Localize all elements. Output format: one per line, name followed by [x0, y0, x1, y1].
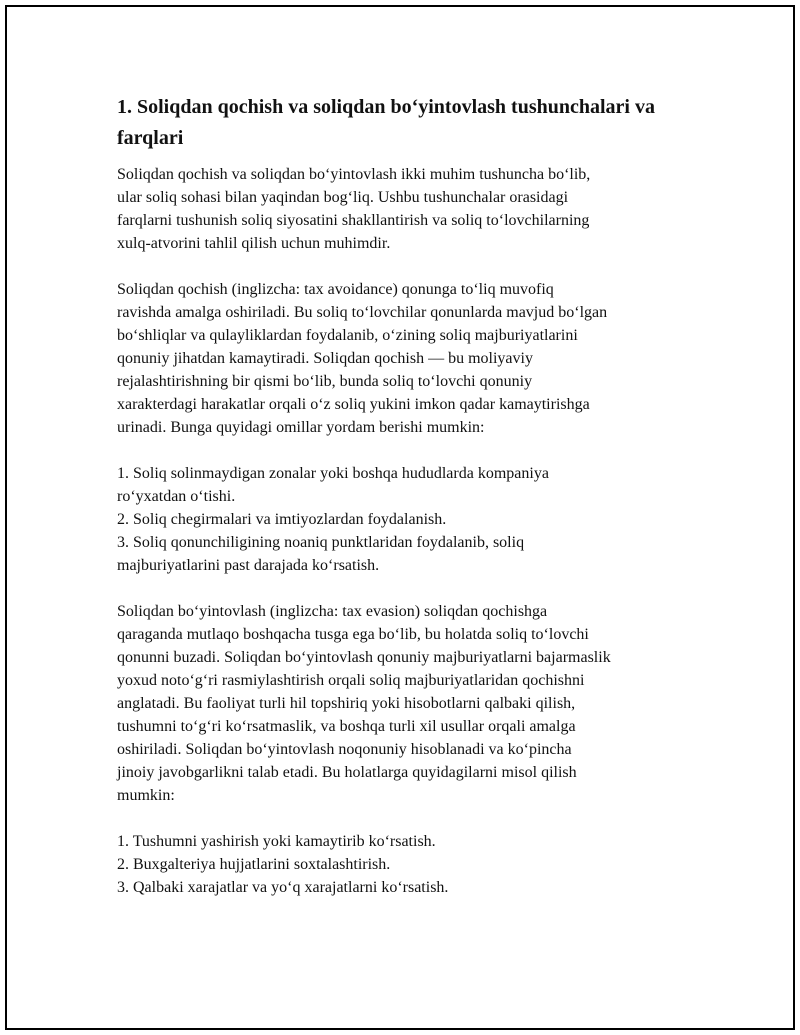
tax-evasion-list: [117, 830, 697, 899]
tax-avoidance-paragraph: Soliqdan qochish (inglizcha: tax avoidance) qonunga to‘liq muvofiq ravishda amalga oshiriladi. Bu soliq to‘lovchilar qonunlarda mavjud bo‘lgan bo‘shliqlar va qulayliklardan foydalanib, o‘zining soliq majburiyatlarini qonuniy jihatdan kamaytiradi. Soliqdan qochish — bu moliyaviy rejalashtirishning bir qismi bo‘lib, bunda soliq to‘lovchi qonuniy xarakterdagi harakatlar orqali o‘z soliq yukini imkon qadar kamaytirishga urinadi. Bunga quyidagi omillar yordam berishi mumkin:: [117, 281, 608, 436]
list-item: 1. Soliq solinmaydigan zonalar yoki boshqa hududlarda kompaniya ro‘yxatdan o‘tishi.: [117, 465, 549, 505]
tax-avoidance-list: [117, 462, 697, 577]
list-item: 2. Buxgalteriya hujjatlarini soxtalashtirish.: [117, 856, 391, 873]
list-item: 1. Tushumni yashirish yoki kamaytirib ko‘rsatish.: [117, 833, 436, 850]
list-item: 3. Soliq qonunchiligining noaniq punktlaridan foydalanib, soliq majburiyatlarini past darajada ko‘rsatish.: [117, 534, 525, 574]
document-body: [117, 92, 697, 922]
section-title: 1. Soliqdan qochish va soliqdan bo‘yintovlash tushunchalari va farqlari: [117, 96, 655, 149]
list-item: 2. Soliq chegirmalari va imtiyozlardan foydalanish.: [117, 511, 447, 528]
list-item: 3. Qalbaki xarajatlar va yo‘q xarajatlarni ko‘rsatish.: [117, 879, 449, 896]
intro-paragraph: Soliqdan qochish va soliqdan bo‘yintovlash ikki muhim tushuncha bo‘lib, ular soliq sohasi bilan yaqindan bog‘liq. Ushbu tushunchalar orasidagi farqlarni tushunish soliq siyosatini shakllantirish va soliq to‘lovchilarning xulq-atvorini tahlil qilish uchun muhimdir.: [117, 166, 591, 252]
tax-evasion-paragraph: Soliqdan bo‘yintovlash (inglizcha: tax evasion) soliqdan qochishga qaraganda mutlaqo boshqacha tusga ega bo‘lib, bu holatda soliq to‘lovchi qonunni buzadi. Soliqdan bo‘yintovlash qonuniy majburiyatlarni bajarmaslik yoxud noto‘g‘ri rasmiylashtirish orqali soliq majburiyatlaridan qochishni anglatadi. Bu faoliyat turli hil topshiriq yoki hisobotlarni qalbaki qilish, tushumni to‘g‘ri ko‘rsatmaslik, va boshqa turli xil usullar orqali amalga oshiriladi. Soliqdan bo‘yintovlash noqonuniy hisoblanadi va ko‘pincha jinoiy javobgarlikni talab etadi. Bu holatlarga quyidagilarni misol qilish mumkin:: [117, 603, 611, 804]
